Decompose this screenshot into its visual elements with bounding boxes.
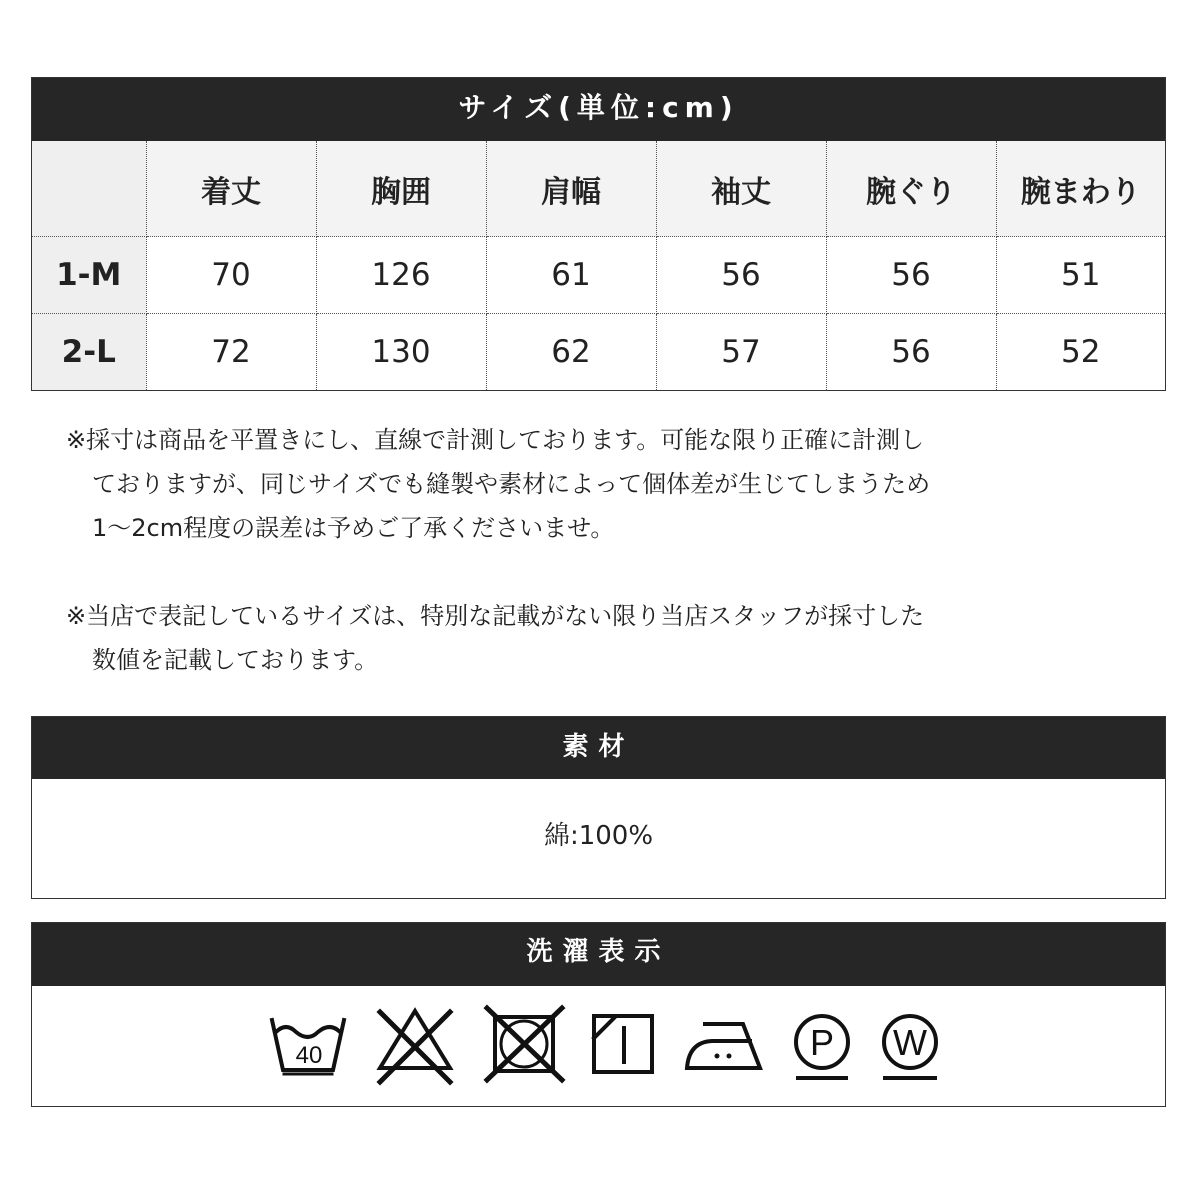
column-header-chest: 胸囲 — [316, 141, 486, 237]
wash-tub-40-icon — [272, 1020, 344, 1074]
table-cell: 56 — [826, 314, 996, 391]
no-bleach-icon — [380, 1011, 450, 1082]
column-header-shoulder: 肩幅 — [486, 141, 656, 237]
note-line: ※採寸は商品を平置きにし、直線で計測しております。可能な限り正確に計測し — [66, 426, 925, 454]
note-line: 1～2cm程度の誤差は予めご了承くださいませ。 — [92, 514, 615, 542]
table-cell: 56 — [656, 237, 826, 314]
column-header-sleeve: 袖丈 — [656, 141, 826, 237]
table-cell: 52 — [996, 314, 1165, 391]
care-title: 洗濯表示 — [32, 923, 1165, 986]
size-table-panel — [31, 77, 1166, 391]
table-row — [32, 314, 1165, 391]
note-line: 数値を記載しております。 — [92, 646, 379, 674]
table-cell: 130 — [316, 314, 486, 391]
table-cell: 70 — [146, 237, 316, 314]
table-cell: 57 — [656, 314, 826, 391]
size-table — [32, 141, 1165, 390]
measurement-note — [66, 418, 1066, 550]
no-tumble-dry-icon — [487, 1008, 562, 1080]
iron-medium-icon — [687, 1024, 760, 1068]
table-cell: 56 — [826, 237, 996, 314]
column-header-armhole: 腕ぐり — [826, 141, 996, 237]
column-header-arm-circumference: 腕まわり — [996, 141, 1165, 237]
table-cell: 72 — [146, 314, 316, 391]
column-header-length: 着丈 — [146, 141, 316, 237]
note-line: ておりますが、同じサイズでも縫製や素材によって個体差が生じてしまうため — [92, 470, 931, 498]
size-notation-note — [66, 594, 1066, 682]
table-cell: 51 — [996, 237, 1165, 314]
care-label-panel — [31, 922, 1166, 1107]
dry-clean-p-icon — [796, 1016, 848, 1078]
wash-temp-text: 40 — [295, 1042, 323, 1069]
table-row — [32, 237, 1165, 314]
care-symbols-row — [32, 986, 1165, 1106]
note-line: ※当店で表記しているサイズは、特別な記載がない限り当店スタッフが採寸した — [66, 602, 925, 630]
dry-clean-letter: P — [809, 1022, 835, 1063]
row-label: 1-M — [32, 237, 146, 314]
material-panel — [31, 716, 1166, 899]
wet-clean-w-icon — [884, 1016, 936, 1078]
table-cell: 61 — [486, 237, 656, 314]
size-table-corner-cell — [32, 141, 146, 237]
material-title: 素材 — [32, 717, 1165, 779]
care-symbols — [32, 986, 1165, 1106]
drip-line-dry-shade-icon — [594, 1016, 652, 1072]
size-table-title: サイズ(単位:cm) — [32, 78, 1165, 141]
row-label: 2-L — [32, 314, 146, 391]
table-cell: 126 — [316, 237, 486, 314]
material-content: 綿:100% — [543, 821, 654, 851]
size-table-header-row — [32, 141, 1165, 237]
wet-clean-letter: W — [893, 1022, 927, 1063]
table-cell: 62 — [486, 314, 656, 391]
